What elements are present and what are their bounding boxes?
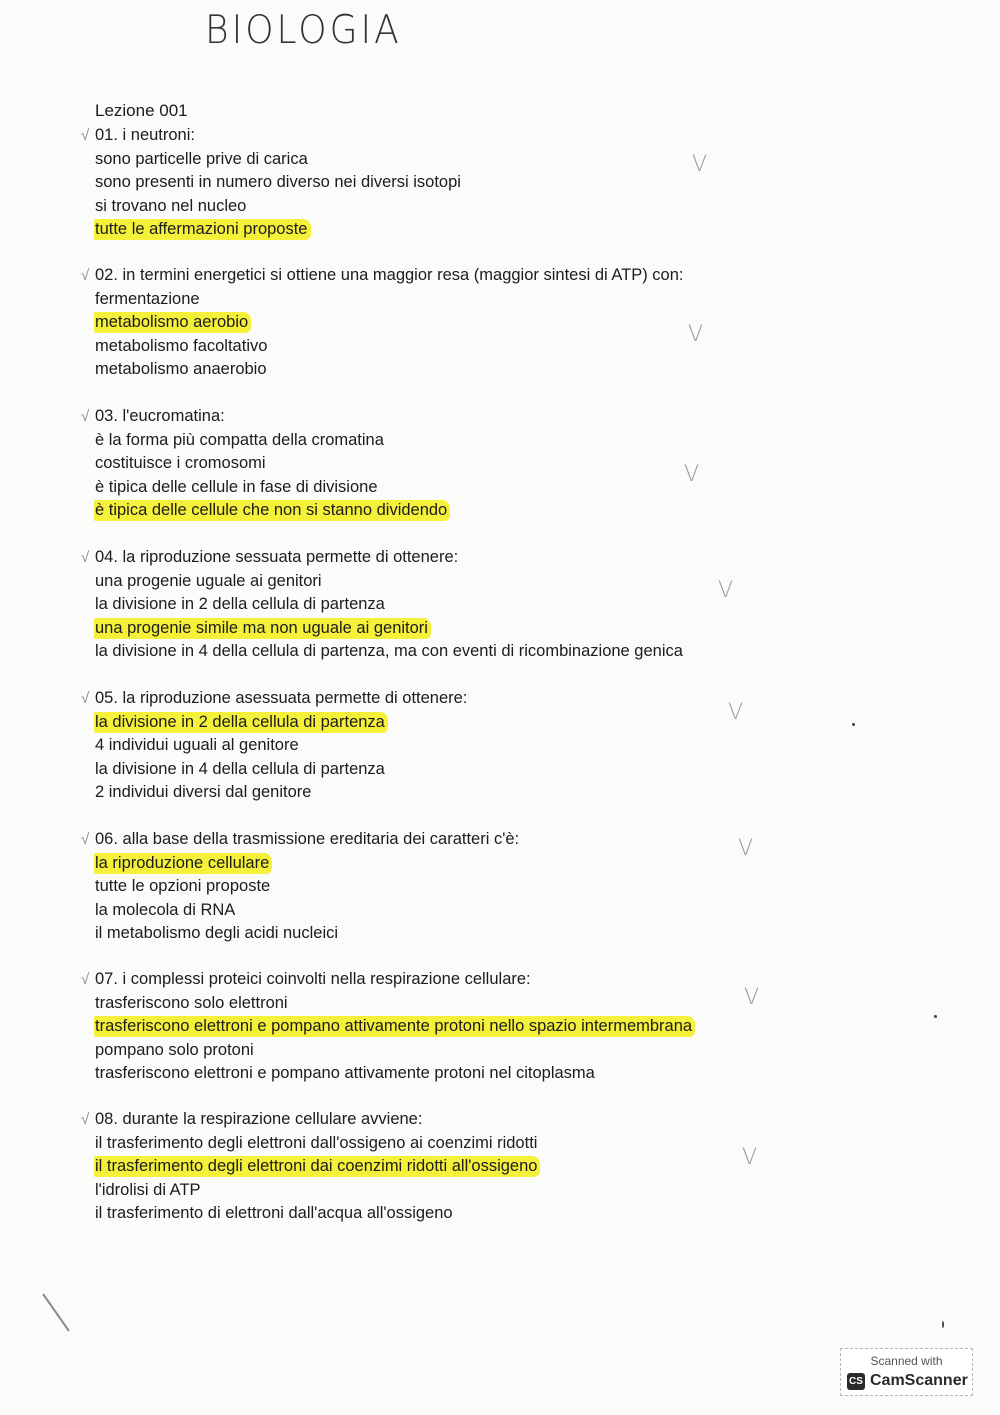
answer-option-highlighted [95,711,735,735]
option-text: metabolismo aerobio [94,312,251,333]
check-mark-icon: V [718,578,734,603]
option-text: tutte le opzioni proposte [95,877,271,895]
answer-option [95,1132,735,1156]
check-mark-icon: V [744,985,760,1010]
question-text: 08. durante la respirazione cellulare avviene: [95,1110,423,1128]
question-text: 06. alla base della trasmissione ereditaria dei caratteri c'è: [95,830,520,848]
camscanner-logo-icon: CS [847,1373,865,1390]
answer-option [95,476,735,500]
question-text: 03. l'eucromatina: [95,407,225,425]
option-text: una progenie uguale ai genitori [95,571,322,590]
option-text: la divisione in 4 della cellula di partenza [95,759,385,778]
question-block [81,124,735,242]
option-text: trasferiscono elettroni e pompano attivamente protoni nello spazio intermembrana [94,1016,695,1037]
option-text: trasferiscono elettroni e pompano attivamente protoni nel citoplasma [95,1064,595,1082]
option-text: 2 individui diversi dal genitore [95,783,312,801]
option-text: metabolismo facoltativo [95,336,268,355]
option-text: 4 individui uguali al genitore [95,736,299,754]
answer-option-highlighted [95,617,735,641]
question-block [81,546,735,664]
question-block [81,264,735,382]
answer-option [95,899,735,923]
check-mark-icon: V [688,322,704,347]
answer-option [95,195,735,219]
answer-option [95,429,735,453]
question-block [81,828,735,946]
option-text: costituisce i cromosomi [95,454,266,472]
answer-option-highlighted [95,852,735,876]
option-text: la divisione in 4 della cellula di partenza, ma con eventi di ricombinazione genica [95,642,683,660]
answer-option [95,452,735,476]
question-text: 02. in termini energetici si ottiene una maggior resa (maggior sintesi di ATP) con: [95,266,684,284]
option-text: è tipica delle cellule che non si stanno dividendo [94,500,450,521]
option-text: fermentazione [95,289,200,308]
question-block [81,687,735,805]
option-text: sono particelle prive di carica [95,149,308,168]
option-text: pompano solo protoni [95,1040,254,1059]
option-text: sono presenti in numero diverso nei diversi isotopi [95,173,461,191]
check-mark-icon: √ [81,407,90,425]
answer-option [95,875,735,899]
answer-option-highlighted [95,1155,735,1179]
question-text: 07. i complessi proteici coinvolti nella respirazione cellulare: [95,970,531,988]
ink-dot [942,1321,944,1328]
option-text: la divisione in 2 della cellula di partenza [94,712,388,733]
check-mark-icon: V [692,152,708,177]
option-text: è la forma più compatta della cromatina [95,430,384,449]
answer-option [95,922,735,946]
option-text: una progenie simile ma non uguale ai genitori [94,618,431,639]
handwritten-title: BIOLOGIA [205,7,402,54]
check-mark-icon: V [738,836,754,861]
option-text: la molecola di RNA [95,900,236,919]
option-text: metabolismo anaerobio [95,360,267,378]
question-text: 01. i neutroni: [95,126,195,144]
answer-option [95,288,735,312]
option-text: tutte le affermazioni proposte [94,219,311,240]
check-mark-icon: √ [81,689,90,707]
answer-option [95,781,735,805]
option-text: il trasferimento degli elettroni dai coenzimi ridotti all'ossigeno [94,1156,540,1177]
answer-option [95,734,735,758]
ink-dot [934,1015,937,1018]
answer-option-highlighted [95,1015,735,1039]
answer-option [95,1202,735,1226]
watermark-brand: CamScanner [870,1372,968,1389]
ink-dot [852,723,855,726]
question-block [81,1108,735,1226]
option-text: trasferiscono solo elettroni [95,993,288,1012]
answer-option-highlighted [95,311,735,335]
check-mark-icon: √ [81,266,90,284]
option-text: il trasferimento di elettroni dall'acqua all'ossigeno [95,1204,453,1222]
option-text: il metabolismo degli acidi nucleici [95,924,339,942]
answer-option [95,570,735,594]
option-text: la divisione in 2 della cellula di partenza [95,595,385,613]
check-mark-icon: √ [81,970,90,988]
answer-option [95,358,735,382]
option-text: la riproduzione cellulare [94,853,272,874]
check-mark-icon: √ [81,830,90,848]
answer-option-highlighted [95,499,735,523]
pen-stroke-mark [42,1293,69,1331]
camscanner-watermark [840,1348,973,1396]
answer-option [95,1039,735,1063]
answer-option [95,992,735,1016]
answer-option [95,640,735,664]
lesson-title: Lezione 001 [95,101,188,120]
check-mark-icon: V [684,462,700,487]
answer-option [95,593,735,617]
question-block [81,405,735,523]
option-text: il trasferimento degli elettroni dall'ossigeno ai coenzimi ridotti [95,1133,538,1152]
answer-option [95,335,735,359]
answer-option-highlighted [95,218,735,242]
check-mark-icon: V [728,700,744,725]
check-mark-icon: √ [81,1110,90,1128]
answer-option [95,1179,735,1203]
option-text: è tipica delle cellule in fase di divisione [95,477,378,496]
check-mark-icon: √ [81,126,90,144]
watermark-caption: Scanned with [870,1354,943,1368]
question-block [81,968,735,1086]
answer-option [95,1062,735,1086]
answer-option [95,758,735,782]
check-mark-icon: √ [81,548,90,566]
question-text: 04. la riproduzione sessuata permette di ottenere: [95,548,459,566]
option-text: l'idrolisi di ATP [95,1180,201,1199]
answer-option [95,171,735,195]
answer-option [95,148,735,172]
check-mark-icon: V [742,1145,758,1170]
option-text: si trovano nel nucleo [95,196,247,215]
question-text: 05. la riproduzione asessuata permette di ottenere: [95,689,468,707]
